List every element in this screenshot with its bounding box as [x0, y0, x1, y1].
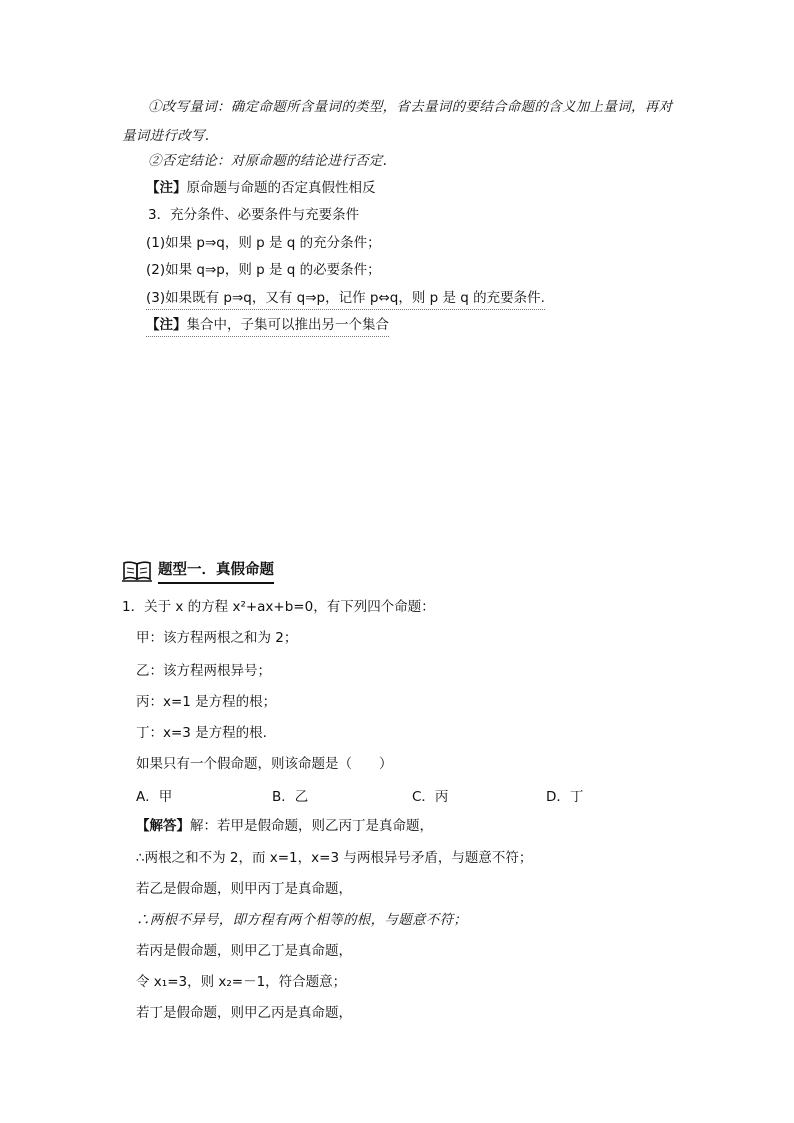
- section-title: 题型一．真假命题: [158, 558, 274, 584]
- note-tag: 【注】: [146, 317, 187, 333]
- solution-line-1: [136, 816, 433, 836]
- note-line-3: ②否定结论：对原命题的结论进行否定.: [148, 153, 388, 169]
- solution-line-3: 若乙是假命题，则甲丙丁是真命题，: [136, 881, 352, 897]
- condition-1: (1)如果 p⇒q，则 p 是 q 的充分条件；: [146, 235, 381, 251]
- section-header: [122, 558, 274, 584]
- proposition-jia: 甲：该方程两根之和为 2；: [136, 630, 298, 646]
- note-line-2: 量词进行改写.: [122, 128, 210, 144]
- note-text: 集合中，子集可以推出另一个集合: [186, 317, 389, 333]
- condition-3: (3)如果既有 p⇒q，又有 q⇒p，记作 p⇔q，则 p 是 q 的充要条件.: [146, 288, 545, 310]
- option-c: C．丙: [412, 789, 449, 805]
- option-b: B．乙: [272, 789, 309, 805]
- proposition-bing: 丙：x=1 是方程的根；: [136, 694, 277, 710]
- note-text: 原命题与命题的否定真假性相反: [186, 180, 376, 196]
- note-tag: 【注】: [146, 180, 187, 196]
- solution-line-6: 令 x₁=3，则 x₂=－1，符合题意；: [136, 974, 347, 990]
- answer-options: [136, 785, 636, 805]
- solution-line-2: ∴两根之和不为 2，而 x=1，x=3 与两根异号矛盾，与题意不符；: [136, 850, 533, 866]
- proposition-ding: 丁：x=3 是方程的根.: [136, 725, 267, 741]
- note-line-1: ①改写量词：确定命题所含量词的类型，省去量词的要结合命题的含义加上量词，再对: [148, 99, 673, 115]
- solution-line-7: 若丁是假命题，则甲乙丙是真命题，: [136, 1005, 352, 1021]
- solution-text: 解：若甲是假命题，则乙丙丁是真命题，: [190, 818, 433, 834]
- problem-question: 如果只有一个假命题，则该命题是（ ）: [136, 756, 393, 772]
- solution-tag: 【解答】: [136, 818, 190, 834]
- note-line-4: [146, 178, 376, 198]
- solution-line-4: ∴两根不异号，即方程有两个相等的根，与题意不符；: [136, 912, 468, 928]
- option-a: A．甲: [136, 789, 173, 805]
- solution-line-5: 若丙是假命题，则甲乙丁是真命题，: [136, 943, 352, 959]
- proposition-yi: 乙：该方程两根异号；: [136, 663, 271, 679]
- problem-stem: 1．关于 x 的方程 x²+ax+b=0，有下列四个命题：: [122, 599, 435, 615]
- note-line-9: [146, 315, 389, 337]
- condition-2: (2)如果 q⇒p，则 p 是 q 的必要条件；: [146, 262, 381, 278]
- book-icon: [122, 560, 152, 582]
- note-heading-3: 3．充分条件、必要条件与充要条件: [148, 207, 360, 223]
- option-d: D．丁: [546, 789, 584, 805]
